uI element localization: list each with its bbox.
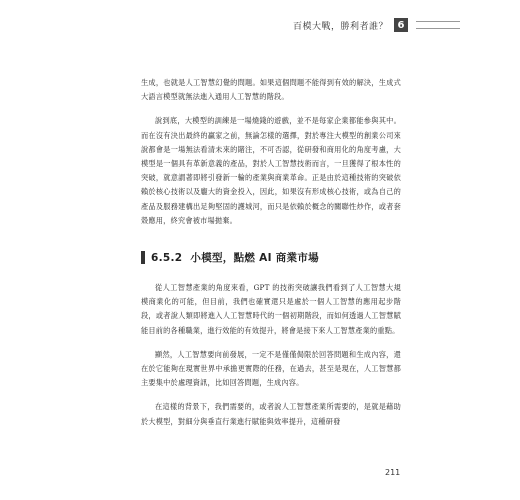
header-decoration (416, 21, 460, 29)
running-header (293, 18, 460, 32)
page-number: 211 (385, 468, 401, 477)
section-title: 小模型，點燃 AI 商業市場 (190, 252, 319, 265)
header-title: 百模大戰，勝利者誰？ (292, 21, 388, 32)
paragraph: 從人工智慧產業的角度來看，GPT 的技術突破讓我們看到了人工智慧大規模商業化的可能，但目前，我們也確實還只是處於一個人工智慧的應用起步階段，或者說人類即將進入人工智慧時代的一個初期階段，而如何透過人工智慧賦能目前的各種職業，進行效能的有效提升，將會是接下來人工智慧產業的重點。 (141, 283, 401, 335)
section-heading (141, 250, 401, 265)
paragraph: 在這樣的背景下，我們需要的，或者說人工智慧產業所需要的，是就是藉助於大模型，對細分與垂直行業進行賦能與效率提升，這種研發 (141, 402, 401, 426)
section-bar-icon (141, 251, 145, 264)
chapter-badge: 6 (394, 18, 408, 32)
paragraph: 說到底，大模型的訓練是一場燒錢的遊戲，並不是每家企業都能參與其中。而在沒有決出最終的贏家之前，無論怎樣的選擇，對於專注大模型的創業公司來說都會是一場無法看清未來的賭注，不可否認，從研發和商用化的角度考慮，大模型是一個具有革新意義的產品，對於人工智慧技術而言，一旦獲得了根本性的突破，就意謂著即將引發新一輪的產業與商業革命。正是由於這種技術的突破依賴於核心技術以及龐大的資金投入，因此，如果沒有形成核心技術，或為自己的產品及服務建構出足夠堅固的護城河，而只是依賴於概念的關聯性炒作，或者套殼應用，終究會被市場拋棄。 (141, 116, 401, 225)
page-body (141, 76, 401, 429)
paragraph: 顯然，人工智慧要向前發展，一定不是僅僅侷限於回答問題和生成內容，還在於它能夠在現實世界中承擔更實際的任務，在過去，甚至是現在，人工智慧都主要集中於處理資訊，比如回答問題，生成內容。 (141, 349, 401, 388)
section-number: 6.5.2 (151, 251, 183, 264)
paragraph: 生成，也就是人工智慧幻覺的問題。如果這個問題不能得到有效的解決，生成式大語言模型就無法進入通用人工智慧的階段。 (141, 78, 401, 102)
